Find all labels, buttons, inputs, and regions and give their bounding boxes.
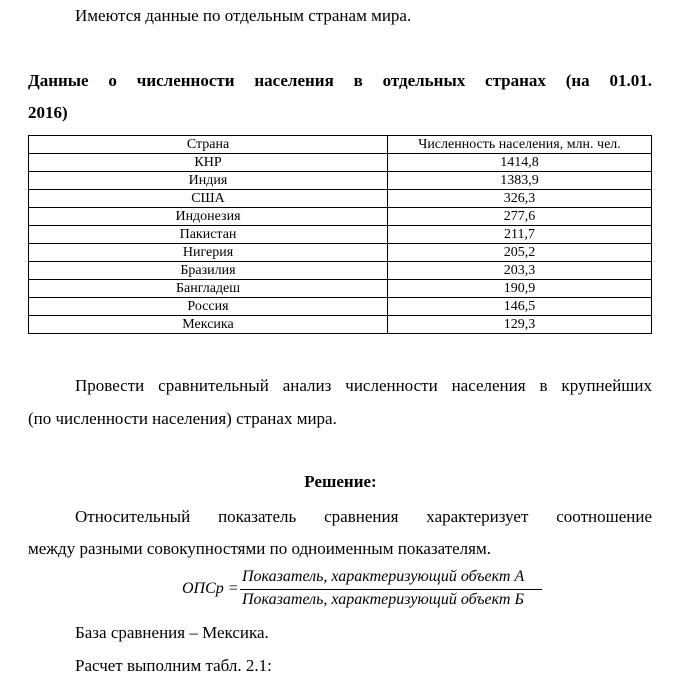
population-cell: 326,3 bbox=[388, 190, 652, 208]
country-cell: Пакистан bbox=[29, 226, 388, 244]
country-cell: Индия bbox=[29, 172, 388, 190]
country-cell: Нигерия bbox=[29, 244, 388, 262]
table-row bbox=[29, 298, 652, 316]
country-cell: КНР bbox=[29, 154, 388, 172]
definition-line2: между разными совокупностями по одноименным показателям. bbox=[28, 539, 491, 558]
calculation-text: Расчет выполним табл. 2.1: bbox=[75, 656, 272, 675]
country-cell: Мексика bbox=[29, 316, 388, 334]
solution-title: Решение: bbox=[304, 472, 377, 491]
population-cell: 211,7 bbox=[388, 226, 652, 244]
population-cell: 205,2 bbox=[388, 244, 652, 262]
comparison-base-text: База сравнения – Мексика. bbox=[75, 623, 269, 642]
population-cell: 1414,8 bbox=[388, 154, 652, 172]
country-cell: Индонезия bbox=[29, 208, 388, 226]
formula-denominator: Показатель, характеризующий объект Б bbox=[242, 591, 524, 608]
table-row bbox=[29, 280, 652, 298]
country-cell: США bbox=[29, 190, 388, 208]
population-cell: 1383,9 bbox=[388, 172, 652, 190]
table-row bbox=[29, 316, 652, 334]
table-header-row bbox=[29, 136, 652, 154]
table-row bbox=[29, 226, 652, 244]
table-heading-line1: Данные о численности населения в отдельных странах (на 01.01. bbox=[28, 71, 652, 90]
table-row bbox=[29, 190, 652, 208]
definition-line1: Относительный показатель сравнения характеризует соотношение bbox=[75, 507, 652, 526]
country-cell: Бангладеш bbox=[29, 280, 388, 298]
population-cell: 277,6 bbox=[388, 208, 652, 226]
formula-lhs: ОПСр = bbox=[182, 580, 239, 597]
formula-numerator: Показатель, характеризующий объект А bbox=[242, 568, 525, 585]
population-cell: 129,3 bbox=[388, 316, 652, 334]
fraction-bar bbox=[240, 589, 542, 590]
table-row bbox=[29, 262, 652, 280]
population-cell: 146,5 bbox=[388, 298, 652, 316]
header-country: Страна bbox=[29, 136, 388, 154]
header-population: Численность населения, млн. чел. bbox=[388, 136, 652, 154]
table-row bbox=[29, 244, 652, 262]
table-row bbox=[29, 154, 652, 172]
task-text-line1: Провести сравнительный анализ численности населения в крупнейших bbox=[75, 376, 652, 395]
task-text-line2: (по численности населения) странах мира. bbox=[28, 409, 337, 428]
table-heading-line2: 2016) bbox=[28, 103, 68, 122]
country-cell: Бразилия bbox=[29, 262, 388, 280]
table-row bbox=[29, 208, 652, 226]
intro-text: Имеются данные по отдельным странам мира. bbox=[75, 6, 412, 25]
population-cell: 190,9 bbox=[388, 280, 652, 298]
population-table bbox=[28, 135, 652, 334]
country-cell: Россия bbox=[29, 298, 388, 316]
table-row bbox=[29, 172, 652, 190]
population-cell: 203,3 bbox=[388, 262, 652, 280]
